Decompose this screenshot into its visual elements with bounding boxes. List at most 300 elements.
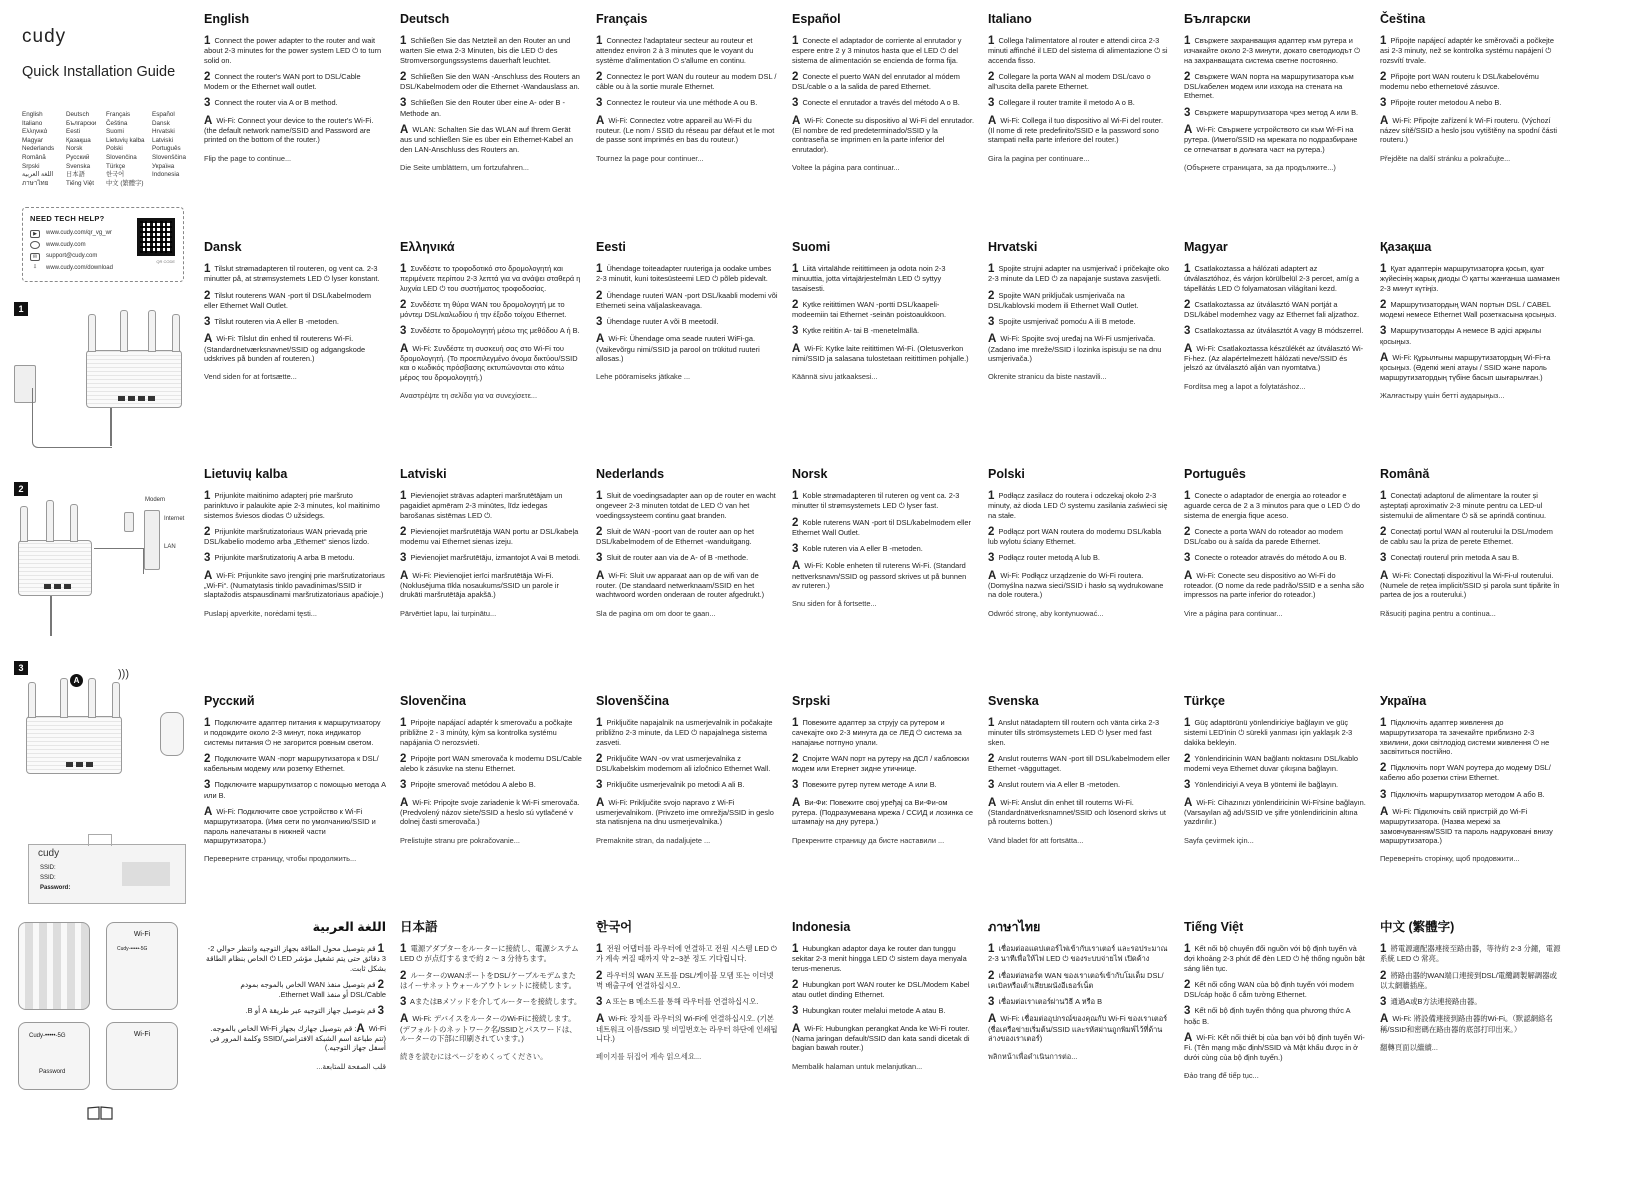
step-text: Anslut routerns WAN -port till DSL/kabelmodem eller Ethernet -vägguttaget. — [988, 753, 1170, 774]
tech-help-box — [22, 207, 184, 282]
language-index-item: Srpski — [22, 162, 40, 170]
instruction-step-s1 — [792, 264, 974, 293]
instruction-step-s2 — [1184, 72, 1366, 101]
step-number: 1 — [596, 490, 603, 502]
language-section — [596, 694, 778, 845]
step-text: เชื่อมต่ออแดปเตอร์ไฟเข้ากับเราเตอร์ และรอประมาณ 2-3 นาทีเพื่อให้ไฟ LED ⏻ ของระบบจ่ายไฟ เปิดค้าง — [988, 944, 1168, 964]
language-index-item: Français — [106, 111, 131, 118]
cable — [110, 408, 112, 446]
step-text: Қуат адаптерін маршрутизаторға қосып, қуат жүйесінің жарық диоды ⏻ қатты жанғанша шамамен 2-3 минут күтіңіз. — [1380, 264, 1560, 293]
step-text: Підключіть маршрутизатор методом A або B. — [1388, 789, 1545, 799]
language-index-item: Lietuvių kalba — [106, 136, 145, 144]
instruction-step-a — [204, 807, 386, 845]
step-text: Συνδέστε το δρομολογητή μέσω της μεθόδου A ή B. — [408, 326, 580, 336]
language-title: Türkçe — [1184, 694, 1225, 708]
step-number: 1 — [792, 490, 799, 502]
instruction-step-s2 — [792, 518, 974, 538]
qr-code[interactable] — [137, 218, 175, 256]
instruction-step-a — [988, 1014, 1170, 1043]
instruction-step-s2 — [1380, 971, 1562, 991]
port — [66, 762, 73, 767]
instruction-step-a — [204, 116, 386, 145]
step-text: Ühendage ruuter A või B meetodil. — [604, 317, 719, 327]
instruction-step-a — [1380, 1014, 1562, 1034]
step-number: A — [204, 806, 213, 819]
step-text: Wi-Fi: Kytke laite reitittimen Wi-Fi. (Oletusverkon nimi/SSID ja salasana tulostetaan reitittimen pohjalle.) — [792, 343, 969, 364]
port — [76, 762, 83, 767]
continue-note: Vend siden for at fortsætte... — [204, 372, 297, 382]
step-number: 2 — [204, 525, 211, 538]
language-index-item: اللغة العربية — [22, 171, 54, 179]
wifi-network-item[interactable]: Cudy-•••••-5G — [117, 946, 148, 952]
language-index-item: Norsk — [66, 145, 83, 153]
language-index-item: Čeština — [106, 119, 128, 127]
instruction-step-s3 — [1380, 553, 1562, 563]
step-text: Wi-Fi: Conectați dispozitivul la Wi-Fi-ul routerului. (Numele de rețea implicit/SSID și parola sunt tipărite în partea de jos a routerului.) — [1380, 570, 1560, 600]
instruction-step-a — [204, 334, 386, 363]
step-number: 1 — [792, 35, 799, 47]
step-text: Wi-Fi: 將設備連接到路由器的Wi-Fi。（默認網絡名稱/SSID和密碼在路由器的底部打印出來。） — [1380, 1014, 1553, 1034]
step-text: Koble ruteren via A eller B -metoden. — [800, 544, 923, 554]
instruction-step-s3 — [792, 780, 974, 790]
step-number: 1 — [988, 263, 995, 275]
step-number: 1 — [377, 943, 384, 955]
step-text: Pripojte napájací adaptér k smerovaču a počkajte približne 2 - 3 minúty, kým sa kontrolka systému napájania ⏻ nerozsvieti. — [400, 718, 573, 747]
step-text: Подключите адаптер питания к маршрутизатору и подождите около 2-3 минут, пока индикатор системы питания ⏻ не загорится ровным светом. — [204, 718, 381, 747]
continue-note: Odwróć stronę, aby kontynuować... — [988, 608, 1104, 618]
instruction-step-s3 — [596, 98, 778, 108]
instruction-step-s3 — [1380, 98, 1562, 108]
step-number: 2 — [1184, 978, 1191, 991]
language-section — [596, 240, 778, 382]
language-section — [792, 240, 974, 382]
step-text: Conecte a porta WAN do roteador ao modem DSL/cabo ou à saída da parede Ethernet. — [1184, 526, 1343, 547]
instruction-step-s1 — [400, 944, 582, 964]
instruction-step-s2 — [204, 291, 386, 311]
step-number: 3 — [988, 996, 995, 1009]
instruction-step-s1 — [988, 36, 1170, 65]
instruction-step-a — [400, 798, 582, 827]
step-number: 3 — [596, 316, 603, 329]
step-text: Wi-Fi: Koble enheten til ruterens Wi-Fi. (Standard nettverksnavn/SSID og passord skrives ut på bunnen av ruteren.) — [792, 561, 967, 591]
password-field[interactable]: Password — [39, 1069, 66, 1075]
step-text: Tilslut strømadapteren til routeren, og vent ca. 2-3 minutter på, at strømsystemets LED ⏻ lyser konstant. — [204, 264, 380, 284]
instruction-step-s2 — [1184, 527, 1366, 547]
step-1-badge: 1 — [14, 302, 28, 316]
instruction-step-s1 — [988, 264, 1170, 284]
instruction-step-s1 — [596, 491, 778, 520]
instruction-step-s1 — [400, 491, 582, 520]
instruction-step-a — [1184, 344, 1366, 373]
port — [138, 396, 145, 401]
step-number: A — [1380, 1013, 1389, 1026]
step-text: Συνδέστε το τροφοδοτικό στο δρομολογητή και περιμένετε περίπου 2-3 λεπτά για να ανάψει σταθερά η λυχνία LED ⏻ του συστήματος τροφοδοσίας. — [400, 264, 581, 293]
antenna — [28, 682, 36, 718]
instruction-step-a — [596, 116, 778, 145]
step-number: 2 — [596, 70, 603, 83]
step-text: Prijunkite maršrutizatorių A arba B metodu. — [212, 553, 355, 563]
instruction-step-s2 — [1184, 980, 1366, 1000]
instruction-step-s3 — [988, 997, 1170, 1007]
step-number: 1 — [1380, 35, 1387, 47]
language-title: Lietuvių kalba — [204, 467, 288, 481]
step-text: Wi-Fi: 장치를 라우터의 Wi-Fi에 연결하십시오. (기본 네트워크 이름/SSID 및 비밀번호는 라우터 하단에 인쇄됩니다.) — [596, 1014, 778, 1044]
step-text: Wi-Fi: Collega il tuo dispositivo al Wi-Fi del router. (Il nome di rete predefinito/SSID e la password sono stampati nella parte inferiore del router.) — [988, 115, 1164, 145]
continue-note: Răsuciți pagina pentru a continua... — [1380, 608, 1496, 618]
continue-note: (Обърнете страницата, за да продължите...) — [1184, 162, 1336, 172]
instruction-step-s3 — [1184, 326, 1366, 336]
step-number: 3 — [792, 97, 799, 110]
step-number: 2 — [400, 752, 407, 765]
instruction-step-a — [400, 1014, 582, 1043]
step-2-badge: 2 — [14, 482, 28, 496]
step-text: Wi-Fi: Pievienojiet ierīci maršrutētāja Wi-Fi. (Noklusējuma tīkla nosaukums/SSID un parole ir drukāti maršrutētāja apakšā.) — [400, 570, 559, 600]
language-section — [792, 467, 974, 609]
instruction-step-s1 — [204, 944, 386, 973]
continue-note: Die Seite umblättern, um fortzufahren... — [400, 162, 529, 172]
language-index-item: Українa — [152, 162, 175, 170]
step-number: A — [792, 560, 801, 573]
qr-caption: QR CODE — [156, 259, 175, 264]
step-text: Csatlakoztassa az útválasztó WAN portját a DSL/kábel modemhez vagy az Ethernet fali aljzathoz. — [1184, 299, 1360, 320]
step-number: A — [1184, 569, 1193, 582]
step-number: 3 — [1184, 325, 1191, 338]
instruction-step-s2 — [400, 300, 582, 320]
language-section — [204, 240, 386, 382]
continue-note: Lehe pööramiseks jätkake ... — [596, 372, 691, 382]
step-text: Conecte el adaptador de corriente al enrutador y espere entre 2 y 3 minutos hasta que el LED ⏻ del sistema de alimentación se encienda de forma fija. — [792, 36, 962, 65]
step-number: 3 — [1380, 996, 1387, 1009]
instruction-step-s3 — [204, 780, 386, 800]
step-text: 라우터의 WAN 포트를 DSL/케이블 모뎀 또는 이더넷 벽 배출구에 연결하십시오. — [596, 970, 774, 990]
step-number: 3 — [400, 552, 407, 565]
instruction-step-a — [596, 334, 778, 363]
language-section — [400, 694, 582, 845]
instruction-step-s2 — [988, 971, 1170, 991]
instruction-step-s1 — [1184, 718, 1366, 747]
instruction-step-s3 — [596, 780, 778, 790]
phone-wifi-connected — [106, 1022, 178, 1090]
brand-logo: cudy — [22, 26, 67, 47]
instruction-step-a — [400, 125, 582, 154]
step-number: A — [356, 1022, 365, 1035]
instruction-step-s2 — [400, 72, 582, 92]
step-1-illustration — [10, 310, 190, 460]
language-index-item: Türkçe — [106, 162, 126, 170]
instruction-step-s3 — [988, 780, 1170, 790]
instruction-step-s1 — [1380, 944, 1562, 964]
instruction-step-s1 — [1184, 36, 1366, 65]
language-index-item: Slovenčina — [106, 153, 137, 161]
instruction-step-s1 — [988, 944, 1170, 964]
antenna — [20, 506, 28, 542]
help-row-download[interactable]: ⇩ www.cudy.com/download — [30, 263, 176, 275]
modem-label: Modem — [145, 497, 166, 503]
antenna — [70, 504, 78, 542]
step-number: 1 — [204, 717, 211, 729]
language-section — [1380, 12, 1562, 163]
instruction-step-s3 — [596, 317, 778, 327]
step-number: A — [988, 114, 997, 127]
continue-note: Vire a página para continuar... — [1184, 608, 1283, 618]
step-text: Wi-Fi: Prijunkite savo įrenginį prie maršrutizatoriaus „Wi-Fi“. (Numatytasis tinklo pavadinimas/SSID ir slaptažodis atspausdinami maršrutizatoriaus apačioje.) — [204, 570, 385, 600]
language-title: Polski — [988, 467, 1025, 481]
step-number: 2 — [792, 978, 799, 991]
language-index-item: Slovenščina — [152, 153, 186, 161]
step-text: Conecte o roteador através do método A ou B. — [1192, 553, 1347, 563]
language-section — [204, 12, 386, 163]
step-text: Wi-Fi: Connect your device to the router's Wi-Fi. (the default network name/SSID and Password are printed on the bottom of the router.) — [204, 115, 374, 145]
step-number: 1 — [596, 35, 603, 47]
step-number: 2 — [400, 298, 407, 311]
step-number: 3 — [596, 996, 603, 1009]
step-text: Prijunkite maršrutizatoriaus WAN prievadą prie DSL/kabelio modemo arba „Ethernet“ sienos lizdo. — [204, 526, 370, 547]
instruction-step-a — [792, 798, 974, 827]
step-number: 3 — [377, 1005, 384, 1018]
language-index-item: Italiano — [22, 119, 43, 127]
step-text: 通過A或B方法連接路由器。 — [1388, 997, 1482, 1007]
instruction-step-s3 — [1184, 780, 1366, 790]
language-index-item: 日本語 — [66, 171, 85, 179]
language-index-item: Polski — [106, 145, 123, 153]
instruction-step-s3 — [1380, 326, 1562, 346]
instruction-step-s2 — [1380, 300, 1562, 320]
step-number: 2 — [1380, 969, 1387, 982]
language-index-item: Tiếng Việt — [66, 179, 95, 187]
language-title: Eesti — [596, 240, 626, 254]
instruction-step-s1 — [1184, 944, 1366, 973]
step-text: 電源アダプターをルーターに接続し、電源システム LED ⏻ が点灯するまで約 2 ～ 3 分待ちます。 — [400, 944, 579, 964]
step-number: 2 — [400, 70, 407, 83]
continue-note: Sayfa çevirmek için... — [1184, 835, 1254, 845]
instruction-step-s3 — [988, 98, 1170, 108]
language-index-item: Latviski — [152, 136, 173, 144]
language-index-item: Svenska — [66, 162, 91, 170]
step-text: Conecte el puerto WAN del enrutador al módem DSL/cable o a la salida de pared Ethernet. — [792, 71, 960, 92]
step-number: 1 — [1184, 35, 1191, 47]
step-number: 1 — [988, 490, 995, 502]
step-number: 3 — [204, 316, 211, 329]
step-number: 1 — [400, 490, 407, 502]
port — [54, 584, 61, 589]
phone-home — [18, 922, 90, 1010]
instruction-step-s1 — [792, 944, 974, 973]
instruction-step-s1 — [204, 491, 386, 520]
instruction-step-s2 — [596, 527, 778, 547]
continue-note: Переверніть сторінку, щоб продовжити... — [1380, 854, 1520, 864]
instruction-step-s2 — [988, 527, 1170, 547]
step-text: Подключите маршрутизатор с помощью метода A или B. — [204, 780, 386, 800]
step-number: A — [988, 796, 997, 809]
step-number: 2 — [1184, 752, 1191, 765]
step-number: 1 — [1380, 263, 1387, 275]
step-text: Conecte o adaptador de energia ao roteador e aguarde cerca de 2 a 3 minutos para que o LED ⏻ do sistema de energia fique aceso. — [1184, 491, 1360, 520]
instruction-step-s1 — [596, 944, 778, 964]
step-number: A — [400, 796, 409, 809]
language-title: Français — [596, 12, 648, 26]
step-text: Повежите рутер путем методе A или B. — [800, 780, 937, 790]
instruction-step-s2 — [400, 527, 582, 547]
step-number: 3 — [204, 552, 211, 565]
step-text: Spojite usmjerivač pomoću A ili B metode. — [996, 317, 1136, 327]
language-section — [204, 467, 386, 618]
language-title: English — [204, 12, 250, 26]
step-text: Podłącz port WAN routera do modemu DSL/kabla lub wylotu ściany Ethernet. — [988, 526, 1162, 547]
language-title: Português — [1184, 467, 1246, 481]
step-text: Priključite napajalnik na usmerjevalnik in počakajte približno 2-3 minute, da LED ⏻ napajalnega sistema zasveti. — [596, 718, 773, 747]
step-number: 2 — [988, 969, 995, 982]
step-number: A — [1380, 806, 1389, 819]
step-text: Pripojte smerovač metódou A alebo B. — [408, 780, 536, 790]
step-text: Conectați routerul prin metoda A sau B. — [1388, 553, 1520, 563]
step-number: 1 — [596, 263, 603, 275]
language-title: 한국어 — [596, 920, 633, 934]
continue-note: Жалғастыру үшін бетті аударыңыз... — [1380, 390, 1505, 400]
language-index-item: Português — [152, 145, 181, 153]
step-text: เชื่อมต่อเราเตอร์ผ่านวิธี A หรือ B — [996, 997, 1103, 1007]
language-index-item: Русский — [66, 153, 90, 161]
language-title: Русский — [204, 694, 255, 708]
step-text: Anslut nätadaptern till routern och vänta cirka 2-3 minuter tills strömsystemets LED ⏻ lyser med fast sken. — [988, 718, 1160, 747]
step-number: 3 — [988, 779, 995, 792]
wan-cable — [94, 548, 144, 574]
help-row-web[interactable]: www.cudy.com — [30, 240, 176, 252]
step-text: Συνδέστε τη θύρα WAN του δρομολογητή με το μόντεμ DSL/καλωδίου ή την έξοδο τοίχου Ethernet. — [400, 299, 567, 320]
continue-note: Gira la pagina per continuare... — [988, 153, 1090, 163]
language-title: Hrvatski — [988, 240, 1038, 254]
step-number: A — [1380, 114, 1389, 127]
phones-password-illustration — [10, 1022, 190, 1092]
step-text: Připojte router metodou A nebo B. — [1388, 98, 1502, 108]
step-text: Connectez le port WAN du routeur au modem DSL / câble ou à la sortie murale Ethernet. — [596, 71, 777, 92]
step-number: 3 — [988, 97, 995, 110]
instruction-step-s2 — [1184, 754, 1366, 774]
step-text: Tilslut routeren via A eller B -metoden. — [212, 317, 339, 327]
phones-grid-illustration — [10, 922, 190, 1012]
password-network-name: Cudy-•••••-5G — [29, 1033, 66, 1039]
language-section — [988, 12, 1170, 163]
step-number: A — [792, 796, 801, 809]
continue-note: Premaknite stran, da nadaljujete ... — [596, 835, 711, 845]
language-title: Italiano — [988, 12, 1032, 26]
language-index-item: Қазақша — [66, 136, 91, 144]
instruction-step-s3 — [596, 553, 778, 563]
step-number: 3 — [792, 1005, 799, 1018]
step-text: Collegare il router tramite il metodo A o B. — [996, 98, 1135, 108]
method-a-marker: A — [70, 674, 83, 687]
step-number: 1 — [988, 717, 995, 729]
instruction-step-s3 — [1184, 108, 1366, 118]
help-title: NEED TECH HELP? — [30, 214, 105, 223]
step-text: Wi-Fi: Kết nối thiết bị của bạn với bộ định tuyến Wi-Fi. (Tên mạng mặc định/SSID và Mật khẩu được in ở dưới cùng của bộ định tuyến.) — [1184, 1033, 1365, 1062]
step-text: قم بتوصيل منفذ WAN الخاص بالموجه بمودم DSL/Cable أو منفذ Ethernet Wall. — [240, 979, 386, 1000]
language-section — [596, 12, 778, 163]
continue-note: Snu siden for å fortsette... — [792, 599, 877, 609]
step-number: 2 — [988, 752, 995, 765]
instruction-step-s1 — [204, 36, 386, 65]
step-number: 1 — [988, 943, 995, 955]
step-text: Anslut routern via A eller B -metoden. — [996, 780, 1121, 790]
step-number: 2 — [204, 70, 211, 83]
language-index — [22, 111, 192, 188]
language-section — [1380, 467, 1562, 618]
step-text: Wi-Fi: قم بتوصيل جهازك بجهاز Wi-Fi الخاص بالموجه. (تتم طباعة اسم الشبكة الافتراضي/SSID وكلمة المرور في أسفل جهاز التوجيه.) — [209, 1023, 386, 1053]
instruction-step-s3 — [988, 553, 1170, 563]
language-index-item: Български — [66, 119, 97, 127]
step-text: Collegare la porta WAN al modem DSL/cavo o all'uscita della parete Ethernet. — [988, 71, 1151, 92]
step-number: 2 — [1184, 298, 1191, 311]
language-section — [400, 920, 582, 1062]
instruction-step-s2 — [792, 72, 974, 92]
continue-note: 続きを読むにはページをめくってください。 — [400, 1052, 548, 1062]
step-text: Wi-Fi: Anslut din enhet till routerns Wi-Fi. (Standardnätverksnamnet/SSID och lösenord skrivs ut på routerns botten.) — [988, 797, 1166, 827]
port — [128, 396, 135, 401]
step-number: 3 — [1380, 97, 1387, 110]
help-row-mail[interactable]: ✉ support@cudy.com — [30, 251, 176, 263]
continue-note: Sla de pagina om om door te gaan... — [596, 608, 716, 618]
language-title: Deutsch — [400, 12, 450, 26]
instruction-step-a — [1184, 571, 1366, 600]
step-number: 2 — [596, 752, 603, 765]
step-number: A — [792, 114, 801, 127]
continue-note: قلب الصفحة للمتابعة... — [316, 1061, 386, 1071]
step-number: 1 — [1380, 943, 1387, 955]
step-number: 2 — [596, 525, 603, 538]
step-text: Připojte napájecí adaptér ke směrovači a počkejte asi 2-3 minuty, než se kontrolka systému napájení ⏻ rozsvítí trvale. — [1380, 36, 1554, 65]
step-number: 1 — [1380, 490, 1387, 502]
step-number: 2 — [988, 70, 995, 83]
instruction-step-a — [204, 571, 386, 600]
instruction-step-a — [988, 334, 1170, 363]
step-text: Wi-Fi: Connectez votre appareil au Wi-Fi du routeur. (Le nom / SSID du réseau par défaut et le mot de passe sont imprimés en bas du routeur.) — [596, 115, 775, 145]
language-index-item: Dansk — [152, 119, 170, 127]
language-title: Latviski — [400, 467, 447, 481]
instruction-step-a — [400, 571, 582, 600]
step-text: Liitä virtalähde reitittimeen ja odota noin 2-3 minuuttia, jotta virtajärjestelmän LED ⏻ syttyy tasaisesti. — [792, 264, 946, 293]
video-icon: ▶ — [30, 230, 40, 238]
step-number: 1 — [988, 35, 995, 47]
step-number: A — [792, 342, 801, 355]
instruction-step-s3 — [400, 98, 582, 118]
step-text: Pievienojiet strāvas adapteri maršrutētājam un pagaidiet apmēram 2-3 minūtes, līdz iedegas barošanas sistēmas LED ⏻. — [400, 491, 563, 520]
step-text: Spojite strujni adapter na usmjerivač i pričekajte oko 2-3 minute da LED ⏻ za napajanje sustava zasvijetli. — [988, 264, 1169, 284]
step-number: A — [596, 796, 605, 809]
language-title: Română — [1380, 467, 1430, 481]
instruction-step-s3 — [1380, 790, 1562, 800]
step-number: 2 — [1380, 298, 1387, 311]
step-text: Wi-Fi: Priključite svojo napravo z Wi-Fi usmerjevalnikom. (Privzeto ime omrežja/SSID in geslo sta natisnjena na dnu usmerjevalnika.) — [596, 797, 774, 827]
continue-note: Puslapį apverkite, norėdami tęsti... — [204, 608, 317, 618]
lan-label: LAN — [164, 544, 176, 550]
step-text: Collega l'alimentatore al router e attendi circa 2-3 minuti affinché il LED del sistema di alimentazione ⏻ si accenda fisso. — [988, 36, 1168, 65]
port — [148, 396, 155, 401]
instruction-step-s3 — [204, 317, 386, 327]
continue-note: Fordítsa meg a lapot a folytatáshoz... — [1184, 381, 1306, 391]
language-index-item: Deutsch — [66, 111, 90, 118]
language-section — [204, 694, 386, 864]
step-text: Kết nối cổng WAN của bộ định tuyến với modem DSL/cáp hoặc ổ cắm tường Ethernet. — [1184, 979, 1354, 1000]
step-number: 1 — [400, 263, 407, 275]
step-number: 3 — [1184, 779, 1191, 792]
antenna — [120, 310, 128, 352]
step-number: A — [1380, 569, 1389, 582]
step-text: Wi-Fi: Podłącz urządzenie do Wi-Fi routera. (Domyślna nazwa sieci/SSID i hasło są wydrukowane na dole routera.) — [988, 570, 1164, 600]
instruction-step-a — [988, 571, 1170, 600]
step-3-illustration-a — [10, 668, 190, 826]
instruction-step-a — [1380, 353, 1562, 382]
instruction-step-a — [1184, 125, 1366, 154]
help-row-video[interactable]: ▶ www.cudy.com/qr_vg_wr — [30, 228, 176, 240]
